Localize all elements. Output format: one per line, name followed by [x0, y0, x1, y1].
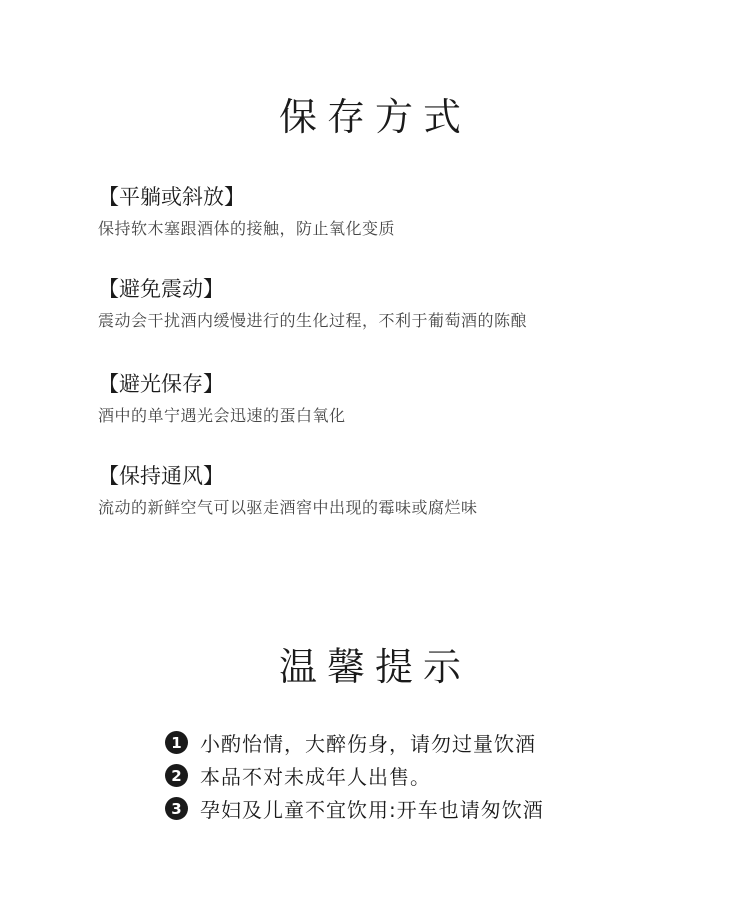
storage-item	[98, 462, 718, 520]
storage-item-description: 酒中的单宁遇光会迅速的蛋白氧化	[98, 406, 346, 425]
storage-item-heading: 【保持通风】	[98, 464, 224, 488]
storage-item-description: 保持软木塞跟酒体的接触，防止氧化变质	[98, 219, 396, 238]
storage-section-title: 保存方式	[278, 95, 471, 139]
tips-list	[165, 726, 645, 825]
tip-item	[165, 759, 645, 792]
storage-item-heading: 【避免震动】	[98, 277, 224, 301]
tips-section-title: 温馨提示	[278, 645, 471, 689]
storage-item-description: 震动会干扰酒内缓慢进行的生化过程，不利于葡萄酒的陈酿	[98, 311, 528, 330]
tip-number-badge: 1	[165, 731, 188, 754]
tip-number-badge: 2	[165, 764, 188, 787]
tip-text: 孕妇及儿童不宜饮用:开车也请匆饮酒	[200, 798, 544, 822]
tip-item	[165, 726, 645, 759]
storage-item-heading: 【避光保存】	[98, 372, 224, 396]
tip-number-badge: 3	[165, 797, 188, 820]
storage-item	[98, 183, 718, 241]
storage-item-description: 流动的新鲜空气可以驱走酒窖中出现的霉味或腐烂味	[98, 498, 478, 517]
storage-item-heading: 【平躺或斜放】	[98, 185, 245, 209]
tip-item	[165, 792, 645, 825]
tip-text: 本品不对未成年人出售。	[200, 765, 431, 789]
tip-text: 小酌怡情，大醉伤身，请勿过量饮酒	[200, 732, 536, 756]
storage-item	[98, 275, 718, 333]
storage-item	[98, 370, 718, 428]
